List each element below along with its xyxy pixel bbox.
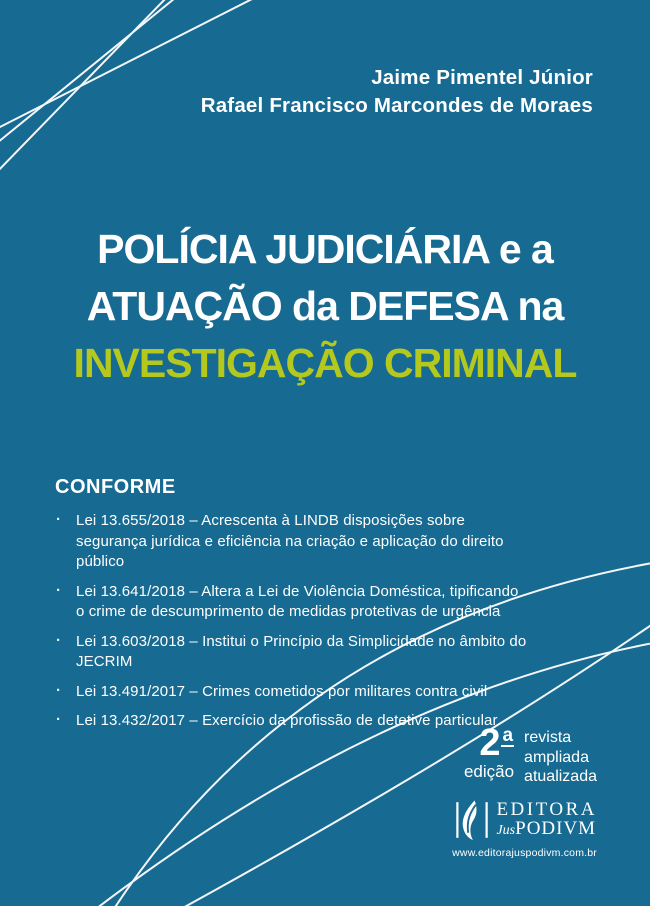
publisher-name-jus: Jus: [496, 823, 516, 838]
law-item: · Lei 13.491/2017 – Crimes cometidos por militares contra civil: [55, 682, 529, 703]
law-item: · Lei 13.432/2017 – Exercício da profissão de detetive particular: [55, 711, 529, 732]
authors-block: [201, 64, 593, 120]
edition-descriptor: revista: [524, 729, 572, 746]
edition-label: edição: [463, 762, 515, 781]
publisher-name: [496, 800, 597, 840]
law-item: · Lei 13.603/2018 – Institui o Princípio da Simplicidade no âmbito do JECRIM: [55, 632, 529, 673]
publisher-name-podivm: PODIVM: [515, 818, 597, 839]
book-title: [0, 221, 650, 392]
flame-icon: [455, 798, 489, 842]
law-list: [55, 511, 529, 732]
edition-descriptor: ampliada: [524, 748, 589, 766]
publisher-block: [452, 798, 597, 859]
conforme-heading: CONFORME: [55, 476, 176, 498]
author-name-2: Rafael Francisco Marcondes de Moraes: [200, 94, 593, 117]
edition-descriptors: [524, 726, 597, 787]
edition-ordinal: a: [502, 725, 514, 746]
edition-badge: [463, 722, 597, 787]
edition-number-digit: 2: [479, 722, 501, 764]
publisher-logo: [452, 798, 597, 842]
publisher-name-editora: EDITORA: [496, 799, 597, 820]
law-item: · Lei 13.641/2018 – Altera a Lei de Violência Doméstica, tipificando o crime de descumprimento de medidas protetivas de urgência: [55, 582, 529, 623]
title-line-1: POLÍCIA JUDICIÁRIA e a: [97, 226, 553, 272]
edition-number-block: [463, 722, 515, 781]
publisher-name-juspodivm: [496, 820, 597, 840]
edition-number: [464, 722, 514, 764]
conforme-section: [55, 476, 529, 741]
title-line-2: ATUAÇÃO da DEFESA na: [86, 283, 564, 329]
publisher-website: www.editorajuspodivm.com.br: [452, 847, 597, 859]
law-item: · Lei 13.655/2018 – Acrescenta à LINDB disposições sobre segurança jurídica e eficiência na criação e aplicação do direito público: [55, 511, 529, 573]
author-name-1: Jaime Pimentel Júnior: [371, 66, 593, 89]
edition-descriptor: atualizada: [524, 768, 597, 785]
title-line-3: INVESTIGAÇÃO CRIMINAL: [73, 340, 577, 386]
